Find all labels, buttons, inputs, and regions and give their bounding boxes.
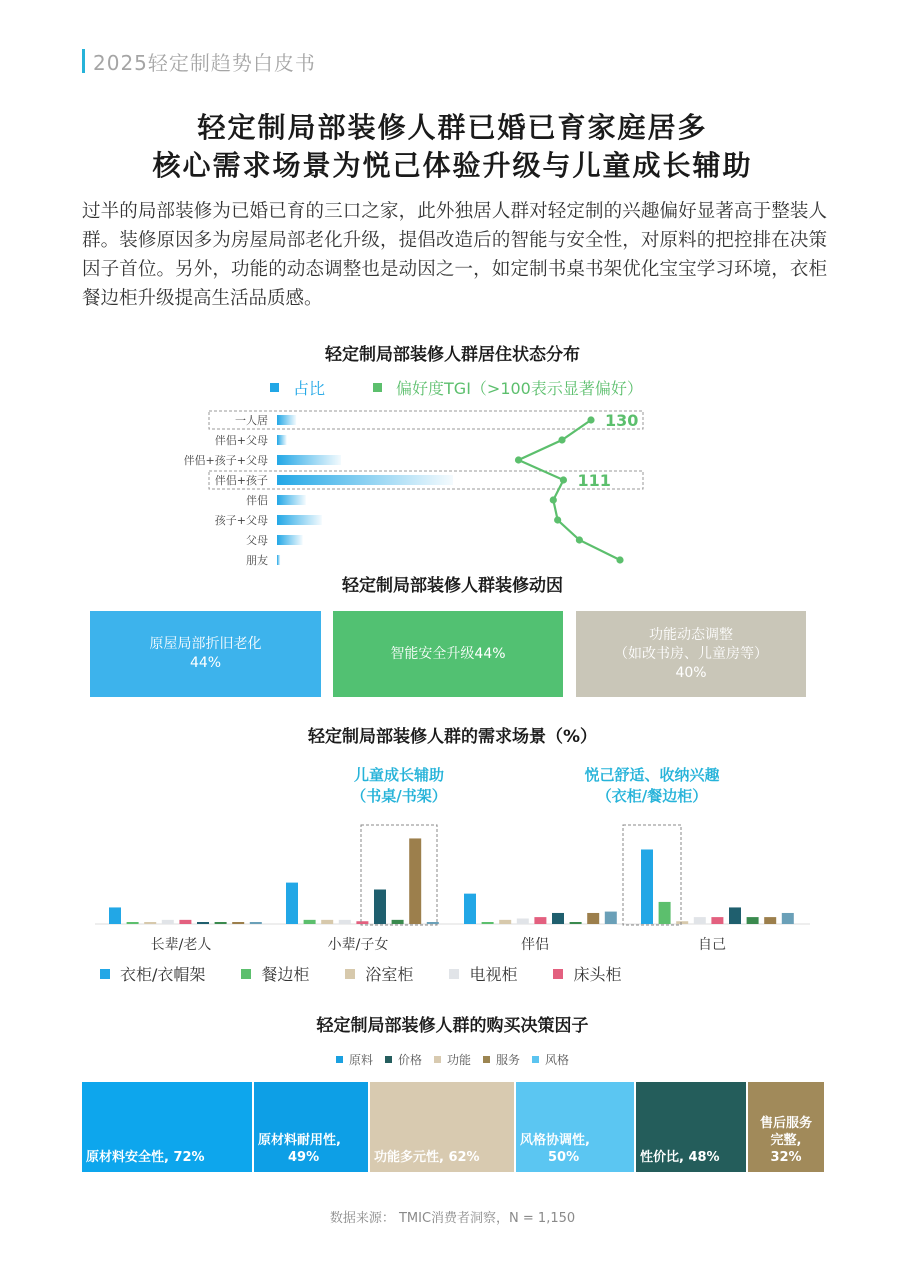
header-text: 2025轻定制趋势白皮书 [93,50,316,75]
legend-item-tv [449,962,517,985]
legend-swatch-share [270,383,279,392]
chart1-legend [270,376,691,399]
motive-sub-function: （如改书房、儿童房等） [614,645,768,662]
chart3-bar [694,917,706,924]
legend-label-price: 价格 [397,1053,422,1067]
chart3-category-label: 小辈/子女 [327,937,389,953]
data-source: 数据来源： TMIC消费者洞察，N = 1,150 [329,1211,576,1226]
chart1-tgi-line [519,420,621,560]
chart3-bar [482,922,494,924]
chart3-bar [464,894,476,924]
chart3-bar [605,912,617,924]
chart3-bar [304,920,316,924]
chart3-category-label: 伴侣 [521,937,549,953]
chart1-bar [277,555,280,565]
chart3-bar [374,890,386,925]
page-title-line1: 轻定制局部装修人群已婚已育家庭居多 [197,111,708,144]
chart3-bar [659,902,671,924]
chart4-legend [0,1051,905,1068]
chart3-legend [100,962,657,985]
chart3-bar [321,920,333,924]
chart3-bar [587,913,599,924]
chart3-annotation-title: 儿童成长辅助 [353,766,445,784]
motive-label-smart: 智能安全升级44% [390,645,506,662]
legend-swatch-tgi [373,383,382,392]
factor-value-style-harmony: 50% [548,1150,580,1165]
legend-label-wardrobe: 衣柜/衣帽架 [120,965,206,984]
factor-label-material-durability: 原材料耐用性, [258,1133,341,1148]
factor-label-material-safety: 原材料安全性, 72% [86,1150,205,1165]
chart3-bar [197,922,209,924]
factor-label2-after-sales: 完整, [770,1133,802,1148]
factor-value-material-durability: 49% [288,1150,320,1165]
legend-label-function: 功能 [446,1053,471,1067]
legend-item-share [270,376,325,399]
highlight-box [209,411,643,429]
motive-label-function: 功能动态调整 [649,626,733,643]
chart1-tgi-point [515,456,522,463]
intro-paragraph: 过半的局部装修为已婚已育的三口之家，此外独居人群对轻定制的兴趣偏好显著高于整装人群。装修原因多为房屋局部老化升级，提倡改造后的智能与安全性，对原料的把控排在决策因子首位。另外，功能的动态调整也是动因之一，如定制书桌书架优化宝宝学习环境，衣柜餐边柜升级提高生活品质感。 [82,201,827,309]
report-header [82,48,316,74]
chart1-category-label: 伴侣+孩子 [214,474,268,487]
chart2-title: 轻定制局部装修人群装修动因 [342,576,563,596]
chart1-bar [277,475,453,485]
legend-item-tgi [373,376,643,399]
chart1-bar [277,515,322,525]
legend-swatch-bedside [553,969,563,979]
chart3-annotation-title: 悦己舒适、收纳兴趣 [584,766,720,784]
factor-label-style-harmony: 风格协调性, [520,1133,590,1148]
factor-label-cost-performance: 性价比, 48% [640,1150,720,1165]
legend-item-wardrobe [100,962,205,985]
factor-function-variety [370,1082,514,1172]
chart1-category-label: 一人居 [235,414,268,427]
chart3-bar [162,920,174,924]
chart3-category-label: 长辈/老人 [150,937,212,953]
legend-label-service: 服务 [496,1053,521,1067]
chart3-highlight-box [361,825,437,925]
legend-item-sideboard [241,962,309,985]
chart3-annotation-subtitle: （书桌/书架） [351,787,447,805]
chart1-tgi-point [558,436,565,443]
legend-item-bedside [553,962,621,985]
legend-swatch-price [385,1056,392,1063]
chart1-category-label: 伴侣+孩子+父母 [183,454,268,467]
chart3-bar [517,918,529,924]
legend-label-style: 风格 [545,1053,570,1067]
chart3-bar [570,922,582,924]
chart1-bar [277,495,306,505]
chart3-bar [729,907,741,924]
legend-label-tv: 电视柜 [469,965,518,984]
chart1-tgi-point [587,416,594,423]
legend-item-function [434,1051,471,1068]
chart3-bar [747,917,759,924]
chart3-bar [782,913,794,924]
factor-material-safety [82,1082,252,1172]
legend-swatch-bathroom [345,969,355,979]
motive-value-function: 40% [675,664,707,681]
chart3-bar [144,922,156,924]
legend-label-share: 占比 [293,379,326,398]
chart3-bar [179,920,191,924]
chart3-bar [641,849,653,924]
legend-label-bedside: 床头柜 [573,965,622,984]
chart1-category-label: 父母 [246,534,268,547]
chart1-category-label: 伴侣 [246,494,268,507]
chart1-bar [277,455,341,465]
motive-value-aging: 44% [189,655,222,671]
factor-label-after-sales: 售后服务 [759,1116,812,1131]
motive-box-aging [90,611,321,697]
chart3-bar [392,920,404,924]
factor-value-after-sales: 32% [770,1150,802,1165]
legend-label-bathroom: 浴室柜 [365,965,414,984]
chart3-bar [286,883,298,924]
chart1-bar [277,415,296,425]
header-accent-bar [82,49,85,73]
legend-swatch-material [336,1056,343,1063]
chart1-tgi-point [554,516,561,523]
chart1-tgi-point [616,556,623,563]
chart3-bar [409,838,421,924]
chart1-category-label: 朋友 [246,554,268,567]
chart3-bar [676,921,688,924]
chart3-bar [711,917,723,924]
legend-swatch-tv [449,969,459,979]
chart1-bar [277,435,287,445]
chart3-annotation-subtitle: （衣柜/餐边柜） [596,787,708,805]
legend-item-bathroom [345,962,413,985]
chart3-bar [499,920,511,924]
legend-item-material [336,1051,373,1068]
chart3-bar [427,922,439,924]
chart1-tgi-annotation: 111 [577,471,611,490]
factor-after-sales [748,1082,824,1172]
chart1-category-label: 伴侣+父母 [214,434,268,447]
factor-label-function-variety: 功能多元性, 62% [374,1150,480,1165]
chart1-tgi-annotation: 130 [605,411,639,430]
legend-item-price [385,1051,422,1068]
chart3-bar [534,917,546,924]
chart4-title: 轻定制局部装修人群的购买决策因子 [316,1016,589,1036]
chart1-category-label: 孩子+父母 [214,514,268,527]
chart1-tgi-point [576,536,583,543]
chart3-title: 轻定制局部装修人群的需求场景（%） [307,727,598,747]
chart3-bar [764,917,776,924]
page-title-line2: 核心需求场景为悦己体验升级与儿童成长辅助 [152,149,753,182]
legend-label-tgi: 偏好度TGI（>100表示显著偏好） [396,379,643,398]
chart3-bar [127,922,139,924]
chart1-svg [0,405,905,585]
legend-item-service [483,1051,520,1068]
legend-label-material: 原料 [348,1053,373,1067]
motive-box-function [576,611,806,697]
chart3-bar [552,913,564,924]
motive-box-smart [333,611,563,697]
chart3-svg [0,758,905,958]
legend-swatch-style [532,1056,539,1063]
legend-swatch-wardrobe [100,969,110,979]
chart3-bar [250,922,262,924]
motive-label-aging: 原屋局部折旧老化 [149,636,262,652]
chart3-category-label: 自己 [698,937,726,953]
legend-swatch-sideboard [241,969,251,979]
chart1-title: 轻定制局部装修人群居住状态分布 [325,345,580,365]
chart1-tgi-point [560,476,567,483]
legend-label-sideboard: 餐边柜 [261,965,310,984]
chart3-bar [232,922,244,924]
legend-swatch-service [483,1056,490,1063]
chart1-bar [277,535,303,545]
chart3-bar [215,922,227,924]
chart3-bar [356,921,368,924]
chart3-bar [339,920,351,924]
legend-item-style [532,1051,569,1068]
factor-style-harmony [516,1082,634,1172]
factor-material-durability [254,1082,368,1172]
chart3-bar [109,907,121,924]
legend-swatch-function [434,1056,441,1063]
factor-cost-performance [636,1082,746,1172]
chart1-tgi-point [550,496,557,503]
